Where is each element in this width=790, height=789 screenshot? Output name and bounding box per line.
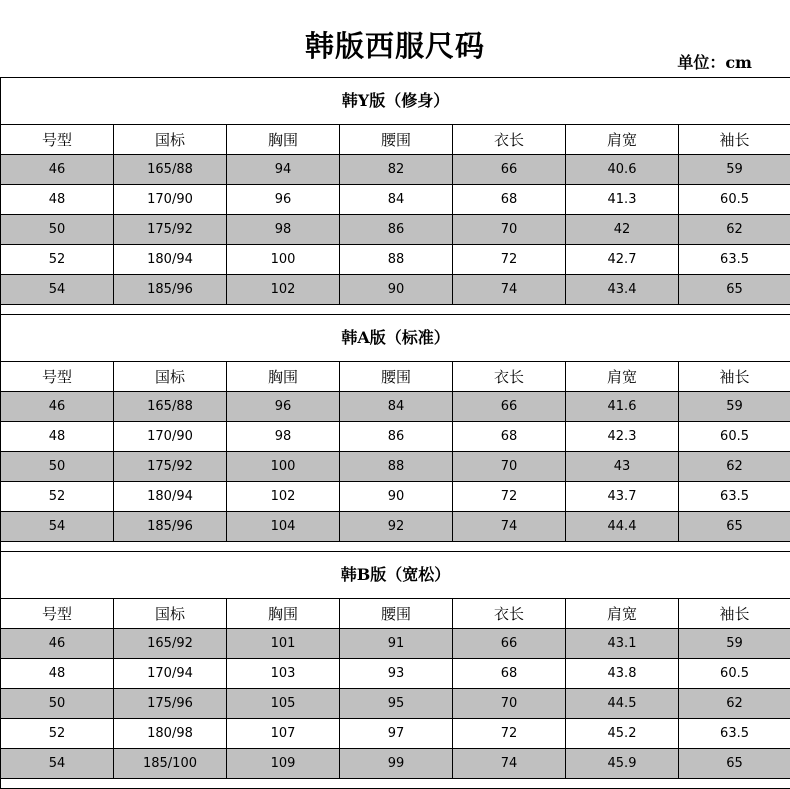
table-cell: 92 <box>340 512 453 542</box>
table-cell: 175/96 <box>114 689 227 719</box>
table-cell: 43.1 <box>566 629 679 659</box>
table-cell: 175/92 <box>114 215 227 245</box>
column-header: 胸围 <box>227 362 340 392</box>
section-title-row <box>1 552 790 599</box>
column-header: 衣长 <box>453 599 566 629</box>
table-cell: 43.4 <box>566 275 679 305</box>
table-cell: 84 <box>340 392 453 422</box>
table-row <box>1 512 790 542</box>
table-row <box>1 155 790 185</box>
table-cell: 40.6 <box>566 155 679 185</box>
column-header: 国标 <box>114 125 227 155</box>
table-cell: 65 <box>679 749 790 779</box>
section-title: 韩Y版（修身） <box>1 78 790 125</box>
table-row <box>1 422 790 452</box>
column-header-row <box>1 599 790 629</box>
size-chart <box>0 77 790 789</box>
table-cell: 63.5 <box>679 482 790 512</box>
column-header-row <box>1 362 790 392</box>
table-cell: 54 <box>1 749 114 779</box>
table-cell: 100 <box>227 452 340 482</box>
table-row <box>1 275 790 305</box>
table-cell: 60.5 <box>679 185 790 215</box>
table-cell: 43.8 <box>566 659 679 689</box>
table-cell: 88 <box>340 245 453 275</box>
table-cell: 62 <box>679 452 790 482</box>
column-header: 腰围 <box>340 362 453 392</box>
table-row <box>1 689 790 719</box>
table-cell: 86 <box>340 422 453 452</box>
table-cell: 97 <box>340 719 453 749</box>
column-header: 国标 <box>114 362 227 392</box>
table-cell: 62 <box>679 215 790 245</box>
table-cell: 96 <box>227 185 340 215</box>
table-cell: 66 <box>453 392 566 422</box>
table-cell: 101 <box>227 629 340 659</box>
table-cell: 66 <box>453 629 566 659</box>
unit-label: 单位：cm <box>677 52 752 74</box>
column-header: 号型 <box>1 125 114 155</box>
table-cell: 104 <box>227 512 340 542</box>
table-cell: 63.5 <box>679 245 790 275</box>
table-cell: 70 <box>453 452 566 482</box>
page-title: 韩版西服尺码 <box>0 26 790 66</box>
table-cell: 62 <box>679 689 790 719</box>
table-cell: 41.6 <box>566 392 679 422</box>
table-cell: 165/92 <box>114 629 227 659</box>
section-title-row <box>1 78 790 125</box>
table-row <box>1 245 790 275</box>
column-header: 袖长 <box>679 125 790 155</box>
table-cell: 165/88 <box>114 392 227 422</box>
table-cell: 91 <box>340 629 453 659</box>
table-cell: 107 <box>227 719 340 749</box>
section-title-row <box>1 315 790 362</box>
table-cell: 68 <box>453 422 566 452</box>
table-cell: 180/94 <box>114 245 227 275</box>
table-cell: 72 <box>453 482 566 512</box>
column-header: 腰围 <box>340 599 453 629</box>
spacer-cell <box>1 305 790 315</box>
table-cell: 74 <box>453 512 566 542</box>
table-cell: 102 <box>227 275 340 305</box>
table-cell: 48 <box>1 422 114 452</box>
table-cell: 66 <box>453 155 566 185</box>
section-title: 韩A版（标准） <box>1 315 790 362</box>
column-header: 号型 <box>1 599 114 629</box>
column-header: 肩宽 <box>566 362 679 392</box>
table-cell: 52 <box>1 482 114 512</box>
table-cell: 72 <box>453 719 566 749</box>
table-cell: 60.5 <box>679 659 790 689</box>
table-cell: 65 <box>679 512 790 542</box>
table-cell: 68 <box>453 185 566 215</box>
spacer-cell <box>1 779 790 789</box>
table-cell: 42.7 <box>566 245 679 275</box>
table-cell: 98 <box>227 215 340 245</box>
column-header: 袖长 <box>679 362 790 392</box>
table-cell: 74 <box>453 749 566 779</box>
table-cell: 48 <box>1 185 114 215</box>
table-row <box>1 719 790 749</box>
size-table <box>0 77 790 789</box>
table-cell: 100 <box>227 245 340 275</box>
column-header: 肩宽 <box>566 125 679 155</box>
table-cell: 59 <box>679 155 790 185</box>
table-row <box>1 185 790 215</box>
table-cell: 84 <box>340 185 453 215</box>
table-cell: 45.2 <box>566 719 679 749</box>
table-cell: 105 <box>227 689 340 719</box>
table-cell: 70 <box>453 215 566 245</box>
table-cell: 185/100 <box>114 749 227 779</box>
table-cell: 180/94 <box>114 482 227 512</box>
table-cell: 102 <box>227 482 340 512</box>
table-cell: 170/94 <box>114 659 227 689</box>
table-cell: 46 <box>1 392 114 422</box>
table-cell: 95 <box>340 689 453 719</box>
column-header: 衣长 <box>453 362 566 392</box>
table-cell: 46 <box>1 155 114 185</box>
table-cell: 43.7 <box>566 482 679 512</box>
table-cell: 185/96 <box>114 275 227 305</box>
table-cell: 59 <box>679 629 790 659</box>
table-row <box>1 452 790 482</box>
table-cell: 165/88 <box>114 155 227 185</box>
table-cell: 90 <box>340 482 453 512</box>
column-header: 腰围 <box>340 125 453 155</box>
table-cell: 68 <box>453 659 566 689</box>
table-cell: 44.4 <box>566 512 679 542</box>
section-spacer <box>1 542 790 552</box>
table-cell: 74 <box>453 275 566 305</box>
table-cell: 45.9 <box>566 749 679 779</box>
table-cell: 50 <box>1 452 114 482</box>
table-row <box>1 392 790 422</box>
table-cell: 52 <box>1 719 114 749</box>
column-header: 肩宽 <box>566 599 679 629</box>
table-row <box>1 629 790 659</box>
table-cell: 180/98 <box>114 719 227 749</box>
column-header-row <box>1 125 790 155</box>
table-cell: 44.5 <box>566 689 679 719</box>
table-cell: 46 <box>1 629 114 659</box>
table-cell: 63.5 <box>679 719 790 749</box>
table-cell: 86 <box>340 215 453 245</box>
column-header: 袖长 <box>679 599 790 629</box>
table-cell: 175/92 <box>114 452 227 482</box>
table-cell: 88 <box>340 452 453 482</box>
table-cell: 170/90 <box>114 185 227 215</box>
table-cell: 43 <box>566 452 679 482</box>
table-row <box>1 749 790 779</box>
spacer-cell <box>1 542 790 552</box>
column-header: 衣长 <box>453 125 566 155</box>
table-cell: 170/90 <box>114 422 227 452</box>
table-cell: 96 <box>227 392 340 422</box>
table-cell: 54 <box>1 512 114 542</box>
section-spacer <box>1 305 790 315</box>
table-row <box>1 215 790 245</box>
table-cell: 90 <box>340 275 453 305</box>
table-cell: 59 <box>679 392 790 422</box>
table-cell: 42.3 <box>566 422 679 452</box>
table-cell: 70 <box>453 689 566 719</box>
table-cell: 60.5 <box>679 422 790 452</box>
column-header: 号型 <box>1 362 114 392</box>
section-spacer <box>1 779 790 789</box>
table-row <box>1 659 790 689</box>
table-cell: 54 <box>1 275 114 305</box>
table-row <box>1 482 790 512</box>
table-cell: 41.3 <box>566 185 679 215</box>
table-cell: 42 <box>566 215 679 245</box>
table-cell: 50 <box>1 689 114 719</box>
table-cell: 52 <box>1 245 114 275</box>
table-cell: 72 <box>453 245 566 275</box>
column-header: 胸围 <box>227 599 340 629</box>
table-cell: 109 <box>227 749 340 779</box>
table-cell: 99 <box>340 749 453 779</box>
column-header: 国标 <box>114 599 227 629</box>
table-cell: 98 <box>227 422 340 452</box>
table-cell: 82 <box>340 155 453 185</box>
table-cell: 93 <box>340 659 453 689</box>
size-table-body <box>1 78 790 789</box>
table-cell: 185/96 <box>114 512 227 542</box>
table-cell: 103 <box>227 659 340 689</box>
column-header: 胸围 <box>227 125 340 155</box>
table-cell: 48 <box>1 659 114 689</box>
table-cell: 65 <box>679 275 790 305</box>
table-cell: 94 <box>227 155 340 185</box>
table-cell: 50 <box>1 215 114 245</box>
section-title: 韩B版（宽松） <box>1 552 790 599</box>
